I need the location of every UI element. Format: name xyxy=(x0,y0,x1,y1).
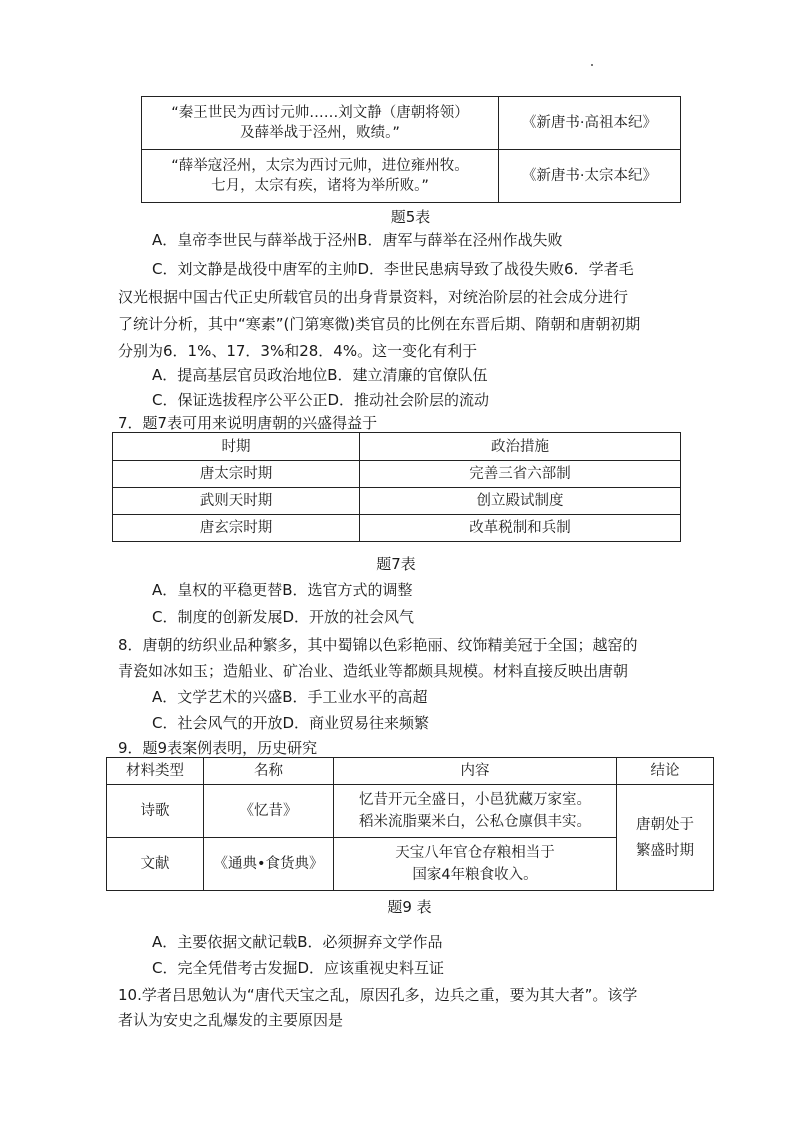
scan-dot xyxy=(591,64,593,66)
table-header-row xyxy=(107,758,714,785)
table-cell xyxy=(334,838,617,891)
content-line: 忆昔开元全盛日，小邑犹藏万家室。 xyxy=(359,792,591,808)
table-cell-source: 《新唐书·太宗本纪》 xyxy=(499,150,681,203)
quote-line: 及薛举战于泾州，败绩。” xyxy=(240,125,400,141)
q5-options-ab: A．皇帝李世民与薛举战于泾州B．唐军与薛举在泾州作战失败 xyxy=(152,231,563,249)
table-header-cell: 结论 xyxy=(617,758,714,785)
table-cell: 《忆昔》 xyxy=(204,785,334,838)
table-cell: 创立殿试制度 xyxy=(360,488,681,515)
quote-line: “秦王世民为西讨元帅……刘文静（唐朝将领） xyxy=(171,105,469,121)
table-cell-conclusion xyxy=(617,785,714,891)
table-7-caption: 题7表 xyxy=(376,555,416,573)
table-cell: 完善三省六部制 xyxy=(360,461,681,488)
table-header-cell: 内容 xyxy=(334,758,617,785)
table-header-cell: 政治措施 xyxy=(360,433,681,461)
q9-stem: 9．题9表案例表明，历史研究 xyxy=(118,739,318,757)
table-cell-source: 《新唐书·高祖本纪》 xyxy=(499,97,681,150)
q6-stem-line: 了统计分析，其中“寒素”(门第寒微)类官员的比例在东晋后期、隋朝和唐朝初期 xyxy=(118,315,641,333)
table-9-caption: 题9 表 xyxy=(387,898,432,916)
q6-stem-start: 6．学者毛 xyxy=(564,260,634,278)
table-header-cell: 时期 xyxy=(113,433,360,461)
content-line: 天宝八年官仓存粮相当于 xyxy=(395,845,555,861)
table-cell: 《通典•食货典》 xyxy=(204,838,334,891)
table-row xyxy=(113,488,681,515)
q8-stem-line: 青瓷如冰如玉；造船业、矿冶业、造纸业等都颇具规模。材料直接反映出唐朝 xyxy=(118,662,629,680)
table-cell: 唐玄宗时期 xyxy=(113,515,360,542)
q8-options-ab: A．文学艺术的兴盛B．手工业水平的高超 xyxy=(152,688,428,706)
table-cell-quote xyxy=(142,150,499,203)
table-cell: 文献 xyxy=(107,838,204,891)
q7-options-cd: C．制度的创新发展D．开放的社会风气 xyxy=(152,608,415,626)
q7-stem: 7．题7表可用来说明唐朝的兴盛得益于 xyxy=(118,414,378,432)
q5-options-cd xyxy=(152,258,634,279)
table-cell: 武则天时期 xyxy=(113,488,360,515)
q10-stem-line: 10.学者吕思勉认为“唐代天宝之乱，原因孔多，边兵之重，要为其大者”。该学 xyxy=(118,986,638,1004)
table-row xyxy=(142,150,681,203)
q6-options-cd: C．保证选拔程序公平公正D．推动社会阶层的流动 xyxy=(152,391,490,409)
q5-option-cd-text: C．刘文静是战役中唐军的主帅D．李世民患病导致了战役失败 xyxy=(152,260,565,278)
table-cell xyxy=(334,785,617,838)
table-9 xyxy=(106,757,714,891)
q6-stem-line: 汉光根据中国古代正史所载官员的出身背景资料，对统治阶层的社会成分进行 xyxy=(118,288,629,306)
q6-options-ab: A．提高基层官员政治地位B．建立清廉的官僚队伍 xyxy=(152,366,488,384)
content-line: 国家4年粮食收入。 xyxy=(412,867,538,883)
quote-line: “薛举寇泾州，太宗为西讨元帅，进位雍州牧。 xyxy=(171,158,469,174)
table-cell-quote xyxy=(142,97,499,150)
content-line: 稻米流脂粟米白，公私仓廪俱丰实。 xyxy=(359,814,591,830)
q8-stem-line: 8．唐朝的纺织业品种繁多，其中蜀锦以色彩艳丽、纹饰精美冠于全国；越窑的 xyxy=(118,636,638,654)
q9-options-cd: C．完全凭借考古发掘D．应该重视史料互证 xyxy=(152,959,445,977)
table-row xyxy=(142,97,681,150)
table-5-caption: 题5表 xyxy=(390,208,431,226)
q9-options-ab: A．主要依据文献记载B．必须摒弃文学作品 xyxy=(152,933,443,951)
q7-options-ab: A．皇权的平稳更替B．选官方式的调整 xyxy=(152,581,413,599)
table-cell: 唐太宗时期 xyxy=(113,461,360,488)
conclusion-line: 繁盛时期 xyxy=(636,842,694,859)
table-row xyxy=(113,461,681,488)
table-cell: 诗歌 xyxy=(107,785,204,838)
table-row xyxy=(113,515,681,542)
conclusion-line: 唐朝处于 xyxy=(636,816,694,833)
table-7 xyxy=(112,432,681,542)
q6-stem-line: 分别为6．1%、17．3%和28．4%。这一变化有利于 xyxy=(118,342,478,360)
table-5 xyxy=(141,96,681,203)
table-header-cell: 材料类型 xyxy=(107,758,204,785)
q10-stem-line: 者认为安史之乱爆发的主要原因是 xyxy=(118,1011,344,1029)
quote-line: 七月，太宗有疾，诸将为举所败。” xyxy=(211,178,429,194)
table-header-cell: 名称 xyxy=(204,758,334,785)
table-cell: 改革税制和兵制 xyxy=(360,515,681,542)
q8-options-cd: C．社会风气的开放D．商业贸易往来频繁 xyxy=(152,714,430,732)
table-header-row xyxy=(113,433,681,461)
table-row xyxy=(107,785,714,838)
